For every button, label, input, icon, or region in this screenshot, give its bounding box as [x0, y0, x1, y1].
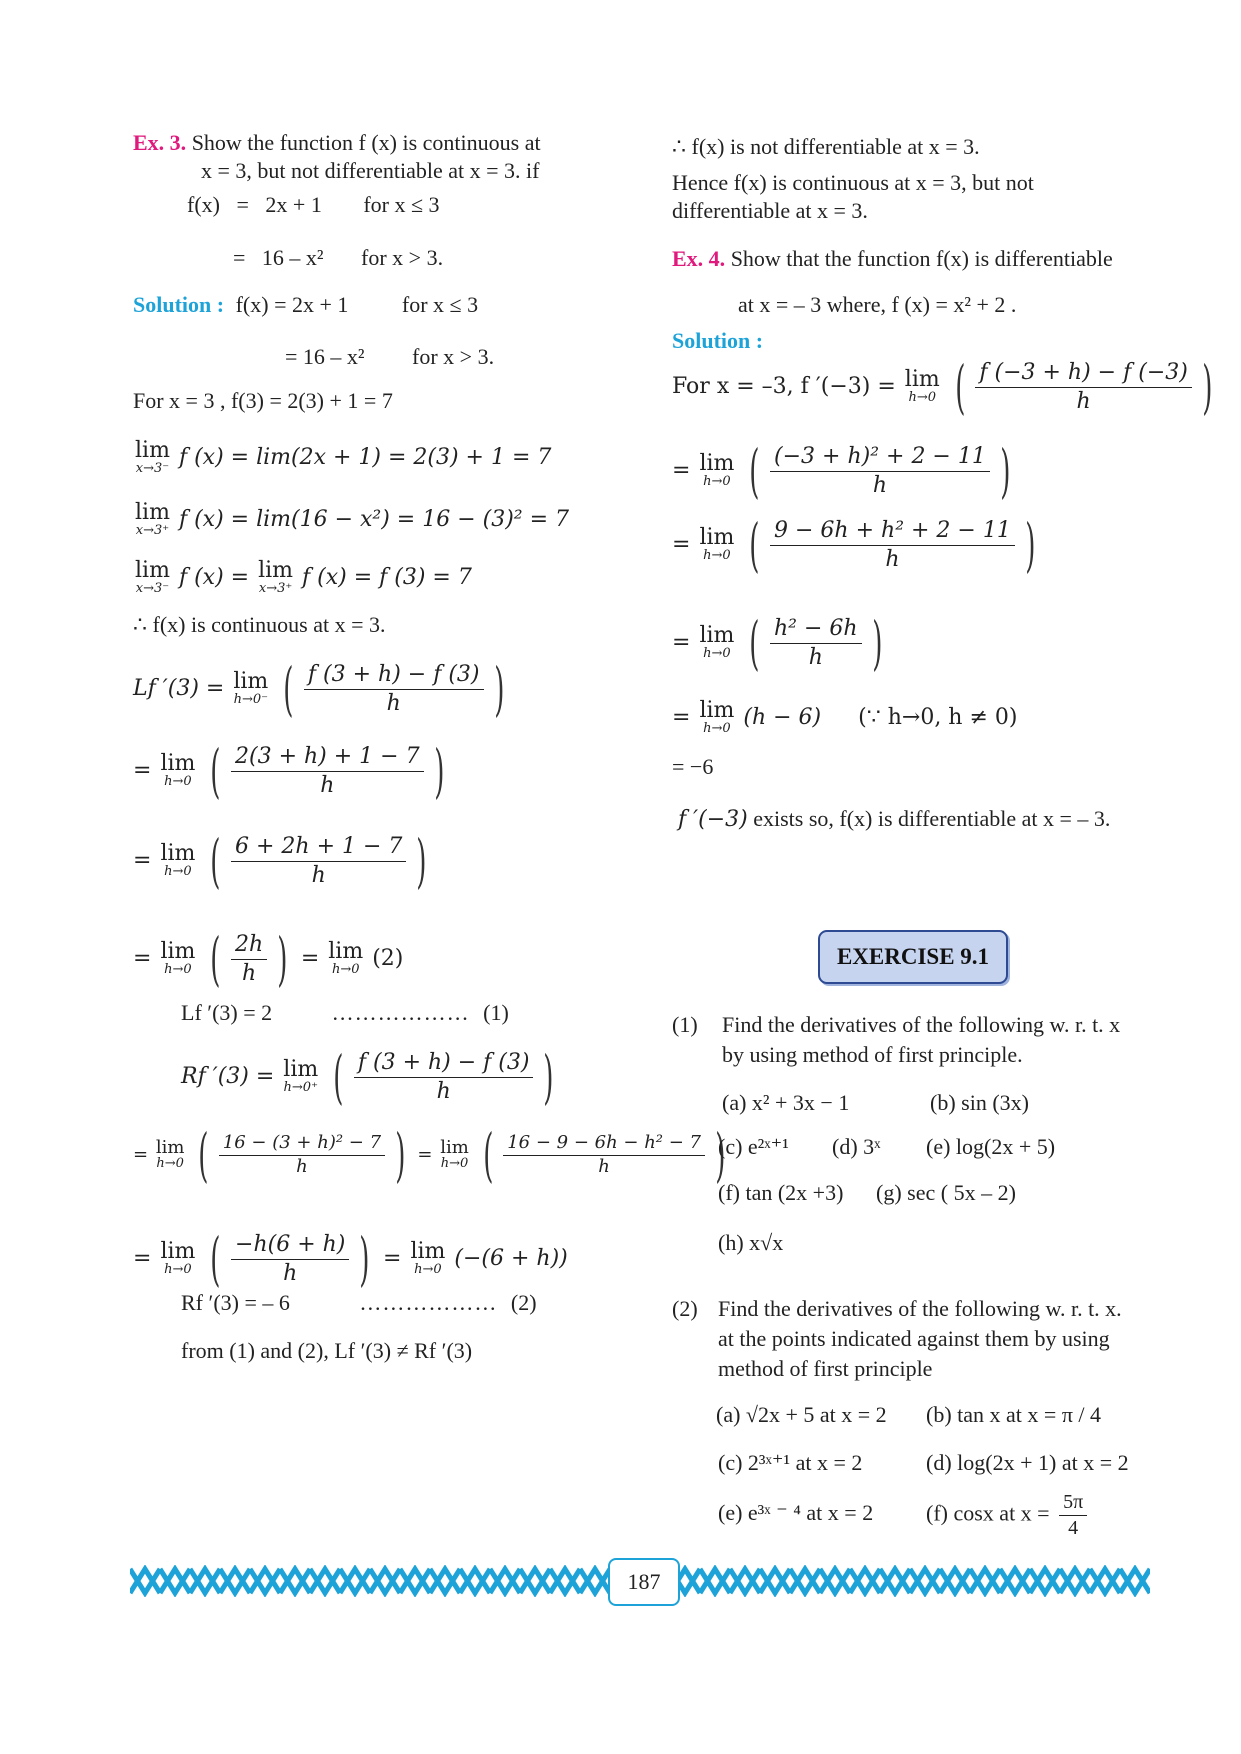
ex4-step-4 [672, 700, 1017, 736]
q2-b: (b) tan x at x = π / 4 [926, 1402, 1102, 1427]
q2-e: (e) e³ˣ ⁻ ⁴ at x = 2 [718, 1500, 874, 1525]
q1-h: (h) x√x [718, 1230, 784, 1255]
sol-def2-cond: for x > 3. [412, 344, 495, 369]
lim-equal-a: f (x) = [178, 565, 257, 591]
lf-step-3: = lim h→0 ( $\frac{2h}{h}$ ) = lim h→0 (2) [133, 925, 404, 993]
ex3-definition-2 [233, 245, 443, 271]
ex4-heading [672, 246, 1113, 272]
lim-word: lim [699, 622, 735, 648]
q1-c: (c) e²ˣ⁺¹ [718, 1134, 789, 1159]
lim-sub: h→0 [908, 389, 937, 405]
rf-result [181, 1290, 537, 1316]
denominator: h [436, 1078, 451, 1104]
page-number: 187 [608, 1558, 680, 1606]
q1-e: (e) log(2x + 5) [926, 1134, 1056, 1159]
hence-line-2: differentiable at x = 3. [672, 198, 868, 223]
eq-sign: = [133, 848, 152, 873]
lim-word: lim [699, 524, 735, 550]
ex4-limit-expr: (h − 6) [743, 705, 822, 731]
lim-equal-b: f (x) = f (3) = 7 [302, 565, 472, 591]
right-hand-limit [133, 502, 569, 538]
rf-result-text: Rf ′(3) = – 6 [181, 1290, 290, 1315]
eq2-tag: (2) [510, 1290, 537, 1315]
denominator: h [242, 960, 257, 986]
q2-a: (a) √2x + 5 at x = 2 [716, 1402, 887, 1427]
rf-definition: Rf ′(3) = lim h→0⁺ ( $\frac{f (3 + h) - f (3)}{h}$ ) [181, 1043, 554, 1111]
q2-d: (d) log(2x + 1) at x = 2 [926, 1450, 1129, 1475]
lim-word: lim [440, 1136, 469, 1158]
lim-sub: h→0 [703, 645, 731, 661]
step3-rhs: (2) [372, 946, 404, 971]
lim-sub: h→0 [164, 1261, 192, 1277]
lim-word: lim [135, 438, 170, 463]
q2-line-2: at the points indicated against them by using [718, 1326, 1110, 1351]
def2-eq: = [233, 245, 246, 270]
left-hand-limit [133, 440, 551, 476]
lf-lhs: Lf ′(3) = [133, 676, 232, 701]
left-limit-expr: f (x) = lim(2x + 1) = 2(3) + 1 = 7 [178, 445, 552, 471]
lim-word: lim [135, 558, 170, 583]
step2-numerator: 6 + 2h + 1 − 7 [231, 833, 406, 862]
rf-step1a-numerator: 16 − (3 + h)² − 7 [219, 1132, 385, 1156]
not-differentiable-line: ∴ f(x) is not differentiable at x = 3. [672, 134, 980, 159]
eq-sign: = [133, 946, 152, 971]
denominator: h [311, 862, 326, 888]
ex3-text-1: Show the function f (x) is continuous at [191, 130, 541, 155]
ex3-heading [133, 130, 541, 156]
eq-sign: = [672, 630, 691, 655]
eq-sign: = [383, 1246, 402, 1271]
eq2-dots: ……………… [359, 1290, 498, 1315]
f3-value-line: For x = 3 , f(3) = 2(3) + 1 = 7 [133, 388, 393, 413]
q1-line-1: Find the derivatives of the following w. r. t. x [722, 1012, 1121, 1037]
final-text: exists so, f(x) is differentiable at x = – 3. [753, 806, 1111, 831]
lim-word: lim [155, 1136, 185, 1158]
q1-g: (g) sec ( 5x – 2) [876, 1180, 1016, 1205]
exercise-badge: EXERCISE 9.1 [818, 930, 1008, 984]
eq-sign: = [672, 458, 691, 483]
q1-num: (1) [672, 1012, 698, 1037]
def2-cond: for x > 3. [361, 245, 444, 270]
eq-sign: = [672, 705, 691, 731]
eq-sign: = [672, 532, 691, 557]
q2-f-denominator: 4 [1068, 1517, 1079, 1539]
denominator: h [296, 1155, 308, 1177]
lim-word: lim [233, 668, 269, 694]
solution-definition-2 [285, 344, 494, 370]
lim-sub: x→3⁺ [258, 581, 293, 596]
lim-word: lim [904, 366, 940, 392]
rf-lhs: Rf ′(3) = [181, 1064, 282, 1089]
denominator: h [1076, 388, 1091, 414]
lim-sub: x→3⁺ [135, 523, 170, 538]
step1-numerator: 2(3 + h) + 1 − 7 [231, 743, 424, 772]
from-conclusion: from (1) and (2), Lf ′(3) ≠ Rf ′(3) [181, 1338, 473, 1363]
ex4-label: Ex. 4. [672, 246, 726, 271]
denominator: h [885, 546, 900, 572]
rf-numerator: f (3 + h) − f (3) [354, 1049, 534, 1078]
eq1-tag: (1) [483, 1000, 509, 1025]
rf-step-2: = lim h→0 ( $\frac{-h(6 + h)}{h}$ ) = lim h→0 (−(6 + h)) [133, 1225, 568, 1293]
q2-line-1: Find the derivatives of the following w. r. t. x. [718, 1296, 1122, 1321]
ex4-text: Show that the function f(x) is differentiable [730, 246, 1113, 271]
lim-sub: h→0 [156, 1155, 184, 1171]
lim-sub: h→0 [440, 1155, 469, 1171]
solution-definition-1 [133, 292, 478, 318]
q1-b: (b) sin (3x) [930, 1090, 1029, 1115]
eq-sign: = [417, 1144, 433, 1165]
continuous-conclusion: ∴ f(x) is continuous at x = 3. [133, 612, 386, 637]
rf-step1b-numerator: 16 − 9 − 6h − h² − 7 [503, 1132, 705, 1156]
q2-c: (c) 2³ˣ⁺¹ at x = 2 [718, 1450, 863, 1475]
ex4-numerator-3: h² − 6h [770, 615, 862, 644]
lim-sub: h→0 [164, 961, 192, 977]
step3-numerator: 2h [231, 931, 267, 960]
lim-sub: h→0 [703, 547, 731, 563]
lim-sub: x→3⁻ [135, 581, 170, 596]
q1-a: (a) x² + 3x − 1 [722, 1090, 850, 1115]
lf-numerator: f (3 + h) − f (3) [304, 661, 484, 690]
ex4-numerator-1: (−3 + h)² + 2 − 11 [770, 443, 990, 472]
denominator: h [320, 772, 335, 798]
lim-sub: x→3⁻ [135, 461, 170, 476]
lim-word: lim [258, 558, 294, 583]
q1-line-2: by using method of first principle. [722, 1042, 1023, 1067]
ex4-step-2: = lim h→0 ( $\frac{\text{9 − 6h + h² + 2 − 11}}{h}$ ) [672, 511, 1036, 579]
ex4-step-3: = lim h→0 ( $\frac{\text{h² − 6h}}{h}$ ) [672, 609, 883, 677]
q2-f [926, 1490, 1091, 1541]
eq-sign: = [133, 1246, 152, 1271]
lim-sub: h→0⁺ [283, 1079, 318, 1095]
lim-word: lim [160, 750, 196, 776]
denominator: h [808, 644, 823, 670]
denominator: h [598, 1155, 610, 1177]
solution-label: Solution : [672, 328, 764, 353]
eq-sign: = [133, 1144, 149, 1165]
lim-word: lim [410, 1238, 446, 1264]
def1-rhs: 2x + 1 [265, 192, 322, 217]
lim-word: lim [699, 450, 735, 476]
lim-sub: h→0 [164, 773, 192, 789]
denominator: h [872, 472, 888, 498]
lf-step-2: = lim h→0 ( $\frac{6 + 2h + 1 - 7}{h}$ ) [133, 827, 427, 895]
lim-word: lim [160, 938, 196, 964]
sol-def1: f(x) = 2x + 1 [235, 292, 349, 317]
ex4-final [678, 806, 1110, 833]
lim-sub: h→0 [164, 863, 192, 879]
ex3-definition-1 [187, 192, 440, 218]
lf-result-text: Lf ′(3) = 2 [181, 1000, 273, 1025]
lf-result [181, 1000, 509, 1026]
lim-sub: h→0 [331, 961, 360, 977]
solution-label: Solution : [133, 292, 225, 317]
hence-line-1: Hence f(x) is continuous at x = 3, but not [672, 170, 1034, 195]
lim-sub: h→0 [703, 721, 731, 736]
def1-cond: for x ≤ 3 [363, 192, 440, 217]
q2-num: (2) [672, 1296, 698, 1321]
def1-eq: = [236, 192, 249, 217]
lim-word: lim [160, 840, 196, 866]
lim-word: lim [160, 1238, 196, 1264]
ex4-step-1: = lim h→0 ( $\frac{\text{(−3 + h)² + 2 − 11}}{h}$ ) [672, 437, 1011, 505]
denominator: h [386, 690, 401, 716]
lim-word: lim [283, 1056, 319, 1082]
sol-def1-cond: for x ≤ 3 [401, 292, 479, 317]
rf-step2-numerator: −h(6 + h) [231, 1231, 349, 1260]
lf-step-1: = lim h→0 ( $\frac{2(3 + h) + 1 - 7}{h}$ ) [133, 737, 445, 805]
q1-f: (f) tan (2x +3) [718, 1180, 844, 1205]
for-line: For x = –3, f ′(−3) = [672, 374, 903, 399]
q2-f-text: (f) cosx at x = [926, 1500, 1056, 1526]
eq1-dots: ……………… [331, 1000, 470, 1025]
ex4-definition: For x = –3, f ′(−3) = lim h→0 ( $\frac{f (-3 + h) - f (-3)}{h}$ ) [672, 353, 1213, 421]
ex4-result: = −6 [672, 754, 714, 779]
rf-step2-rhs: (−(6 + h)) [454, 1246, 568, 1271]
lim-sub: h→0⁻ [233, 691, 268, 707]
limits-equal [133, 560, 472, 596]
lim-sub: h→0 [414, 1261, 442, 1277]
ex4-numerator-0: f (−3 + h) − f (−3) [975, 359, 1191, 388]
ex4-line-2: at x = – 3 where, f (x) = x² + 2 . [738, 292, 1017, 317]
eq-sign: = [133, 758, 152, 783]
because-note: (∵ h→0, h ≠ 0) [858, 705, 1018, 731]
rf-step-1: = lim h→0 ( $\frac{\text{16 − (3 + h)² − 7}}{h}$ ) = lim h→0 ( $\frac{\text{16 − 9 − 6h − h² − 7}}{h}$ ) [133, 1121, 726, 1189]
lim-word: lim [699, 698, 735, 723]
ex4-solution-label [672, 328, 763, 354]
ex3-label: Ex. 3. [133, 130, 187, 155]
q2-line-3: method of first principle [718, 1356, 933, 1381]
eq-sign: = [300, 946, 320, 971]
q1-d: (d) 3ˣ [832, 1134, 881, 1159]
def2-rhs: 16 – x² [261, 245, 324, 270]
lim-sub: h→0 [703, 473, 731, 489]
lim-word: lim [328, 938, 364, 964]
lf-definition: Lf ′(3) = lim h→0⁻ ( $\frac{f (3 + h) - f (3)}{h}$ ) [133, 655, 504, 723]
denominator: h [283, 1260, 298, 1286]
right-limit-expr: f (x) = lim(16 − x²) = 16 − (3)² = 7 [178, 507, 570, 533]
final-f: f ′(−3) [678, 807, 748, 832]
q2-f-numerator: 5π [1059, 1490, 1087, 1516]
ex3-text-2: x = 3, but not differentiable at x = 3. if [201, 158, 540, 183]
def1-lhs: f(x) [187, 192, 220, 217]
sol-def2: = 16 – x² [285, 344, 365, 369]
ex4-numerator-2: 9 − 6h + h² + 2 − 11 [770, 517, 1015, 546]
lim-word: lim [135, 500, 170, 525]
